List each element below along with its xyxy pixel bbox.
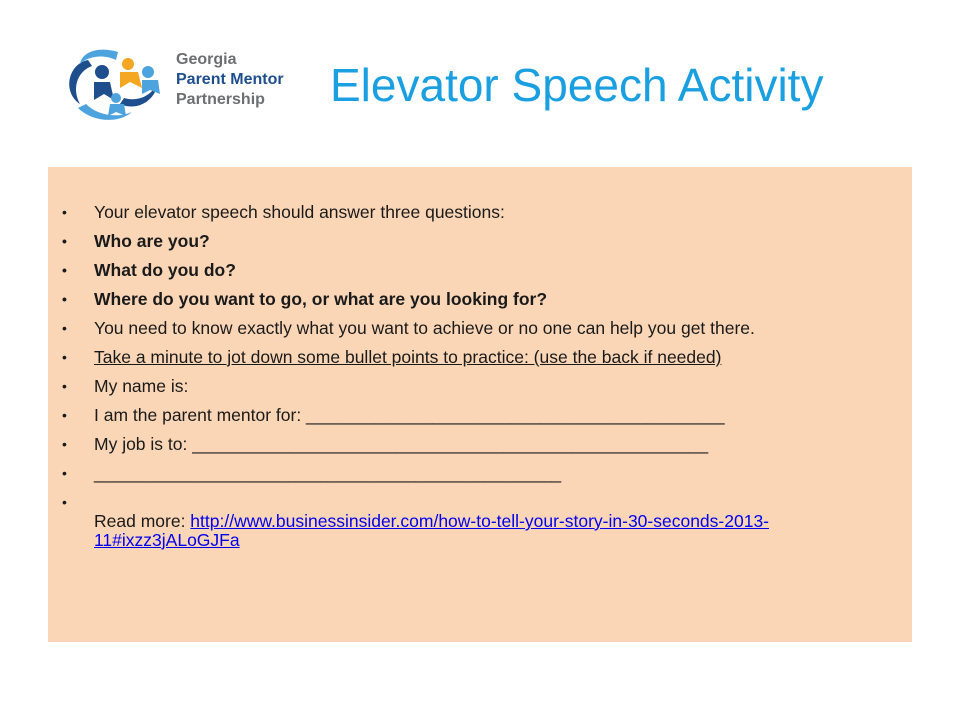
list-item — [48, 464, 912, 483]
bullet-icon: • — [62, 320, 67, 336]
read-more-link[interactable]: http://www.businessinsider.com/how-to-tell-your-story-in-30-seconds-2013-11#ixzz3jALoGJFa — [94, 511, 770, 550]
list-item — [48, 493, 912, 550]
list-item — [48, 232, 912, 251]
read-more-prefix: Read more: — [94, 511, 191, 531]
bullet-icon: • — [62, 407, 67, 423]
bullet-icon: • — [62, 349, 67, 365]
slide-title: Elevator Speech Activity — [330, 59, 824, 111]
bullet-text: You need to know exactly what you want to achieve or no one can help you get there. — [94, 318, 755, 338]
logo-line-1: Georgia — [176, 51, 237, 68]
bullet-text: Who are you? — [94, 231, 210, 251]
list-item — [48, 348, 912, 367]
bullet-icon: • — [62, 291, 67, 307]
bullet-text: I am the parent mentor for: ___________________________________________ — [94, 405, 725, 425]
bullet-icon: • — [62, 436, 67, 452]
bullet-icon: • — [62, 465, 67, 481]
bullet-icon: • — [62, 262, 67, 278]
bullet-text: Where do you want to go, or what are you looking for? — [94, 289, 548, 309]
logo-line-3: Partnership — [176, 91, 265, 108]
list-item — [48, 203, 912, 222]
bullet-text: My name is: — [94, 376, 189, 396]
bullet-icon: • — [62, 378, 67, 394]
list-item — [48, 406, 912, 425]
logo-wordmark — [176, 50, 284, 110]
content-panel — [48, 167, 912, 642]
list-item — [48, 435, 912, 454]
bullet-text: What do you do? — [94, 260, 236, 280]
bullet-text: Your elevator speech should answer three questions: — [94, 202, 505, 222]
list-item — [48, 377, 912, 396]
logo-line-2: Parent Mentor — [176, 71, 284, 88]
logo-icon — [58, 42, 176, 128]
logo — [58, 42, 298, 128]
bullet-text: Take a minute to jot down some bullet points to practice: (use the back if needed) — [94, 347, 722, 367]
bullet-text: ________________________________________________ — [94, 463, 562, 483]
list-item — [48, 290, 912, 309]
bullet-icon: • — [62, 204, 67, 220]
bullet-text: My job is to: _____________________________________________________ — [94, 434, 709, 454]
list-item — [48, 261, 912, 280]
bullet-icon: • — [62, 233, 67, 249]
bullet-icon: • — [62, 494, 67, 510]
bullet-list — [48, 203, 912, 560]
list-item — [48, 319, 912, 338]
